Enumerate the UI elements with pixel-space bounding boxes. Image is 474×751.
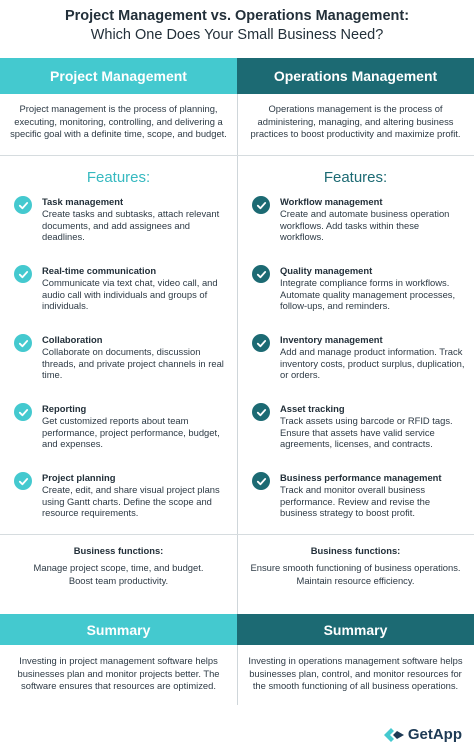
business-function-item: Maintain resource efficiency. <box>296 575 415 586</box>
project-summary-text: Investing in project management software helps businesses plan and monitor projects better. The software ensures that resources are optimized. <box>17 655 220 691</box>
operations-business-functions <box>237 561 474 587</box>
getapp-logo-icon <box>383 727 405 743</box>
feature-name: Inventory management <box>280 334 383 345</box>
feature-name: Real-time communication <box>42 265 157 276</box>
checkmark-icon <box>252 472 270 490</box>
checkmark-icon <box>14 472 32 490</box>
checkmark-icon <box>252 334 270 352</box>
checkmark-icon <box>14 334 32 352</box>
feature-name: Collaboration <box>42 334 103 345</box>
business-function-item: Manage project scope, time, and budget. <box>33 562 204 573</box>
divider-line <box>0 534 474 535</box>
operations-business-functions-title: Business functions: <box>310 545 401 556</box>
checkmark-icon <box>252 196 270 214</box>
operations-summary-header: Summary <box>237 614 474 645</box>
checkmark-icon <box>14 196 32 214</box>
project-management-description: Project management is the process of planning, executing, monitoring, controlling, and delivering a specific goal with a definite time, scope, and budget. <box>10 103 227 139</box>
operations-summary-text: Investing in operations management software helps businesses plan, control, and monitor resources for the smooth functioning of all business operations. <box>248 655 463 691</box>
business-function-item: Boost team productivity. <box>68 575 169 586</box>
title-line-2: Which One Does Your Small Business Need? <box>90 27 384 43</box>
feature-name: Task management <box>42 196 124 207</box>
project-business-functions <box>0 561 237 587</box>
project-summary-header: Summary <box>0 614 237 645</box>
project-features-title: Features: <box>86 169 151 186</box>
getapp-logo-text: GetApp <box>407 726 462 743</box>
feature-name: Quality management <box>280 265 373 276</box>
business-function-item: Ensure smooth functioning of business operations. <box>250 562 461 573</box>
feature-text: Create and automate business operation workflows. Add tasks within these workflows. <box>280 208 450 242</box>
feature-text: Communicate via text chat, video call, and audio call with individuals and groups of individuals. <box>42 277 218 311</box>
feature-name: Business performance management <box>280 472 442 483</box>
feature-name: Workflow management <box>280 196 383 207</box>
getapp-logo <box>383 726 462 743</box>
feature-text: Collaborate on documents, discussion threads, and private project channels in real time. <box>42 346 224 380</box>
feature-text: Create, edit, and share visual project plans using Gantt charts. Define the scope and resource requirements. <box>42 484 220 518</box>
feature-text: Get customized reports about team performance, project performance, budget, and expenses. <box>42 415 220 449</box>
divider-line <box>0 155 474 156</box>
project-business-functions-title: Business functions: <box>73 545 164 556</box>
feature-text: Add and manage product information. Track inventory costs, product surplus, duplication, or orders. <box>280 346 465 380</box>
title-line-1: Project Management vs. Operations Management: <box>64 8 410 24</box>
project-management-header: Project Management <box>0 58 237 94</box>
feature-text: Track assets using barcode or RFID tags. Ensure that assets have valid service agreements, licenses, and contracts. <box>280 415 453 449</box>
operations-features-title: Features: <box>323 169 388 186</box>
feature-text: Create tasks and subtasks, attach relevant documents, and add assignees and deadlines. <box>42 208 220 242</box>
checkmark-icon <box>252 265 270 283</box>
operations-management-header: Operations Management <box>237 58 474 94</box>
operations-management-description: Operations management is the process of administering, managing, and altering business practices to boost productivity and maximize profit. <box>250 103 461 139</box>
feature-name: Asset tracking <box>280 403 345 414</box>
checkmark-icon <box>14 265 32 283</box>
feature-name: Reporting <box>42 403 87 414</box>
feature-text: Integrate compliance forms in workflows. Automate quality management processes, follow-ups, and reminders. <box>280 277 456 311</box>
feature-name: Project planning <box>42 472 116 483</box>
feature-text: Track and monitor overall business performance. Review and revise the business strategy to boost profit. <box>280 484 431 518</box>
checkmark-icon <box>14 403 32 421</box>
checkmark-icon <box>252 403 270 421</box>
